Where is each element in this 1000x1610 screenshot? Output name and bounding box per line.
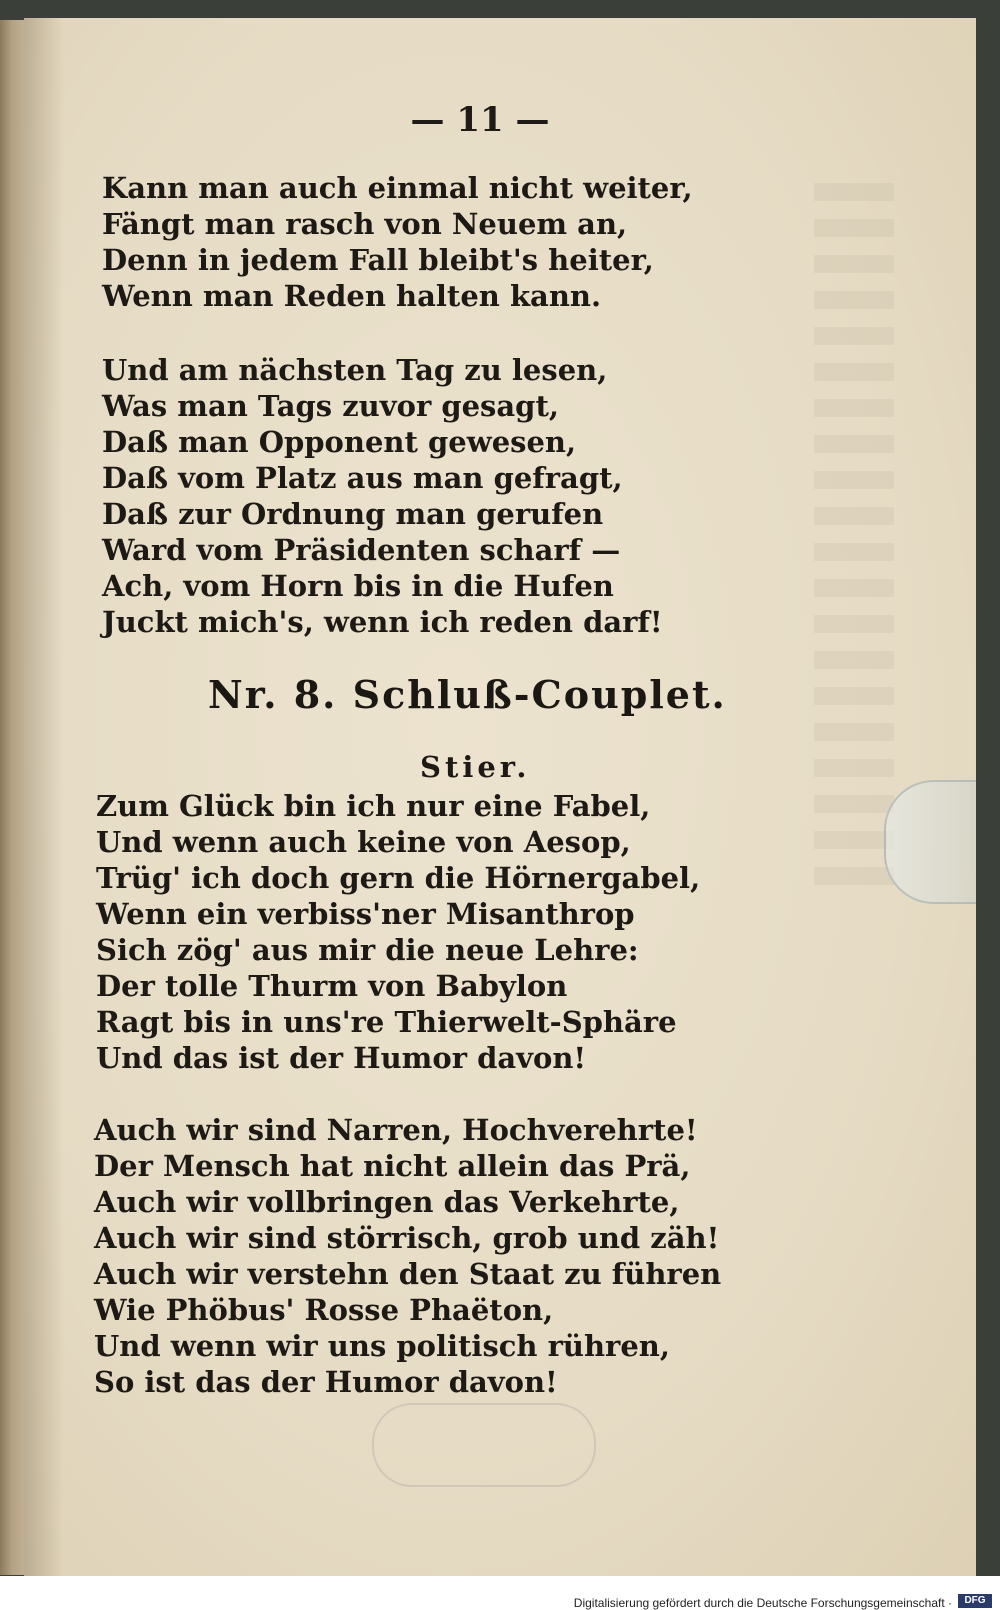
verse-line: Wie Phöbus' Rosse Phaëton, [94, 1293, 554, 1327]
verse-line: Ach, vom Horn bis in die Hufen [102, 569, 614, 603]
verse-line: Der tolle Thurm von Babylon [96, 969, 568, 1003]
verse-line: Und wenn auch keine von Aesop, [96, 825, 631, 859]
verse-line: Trüg' ich doch gern die Hörnergabel, [96, 861, 701, 895]
verse-line: Wenn man Reden halten kann. [102, 279, 602, 313]
verse-line: Und wenn wir uns politisch rühren, [94, 1329, 670, 1363]
verse-line: Und am nächsten Tag zu lesen, [102, 353, 608, 387]
verse-line: Daß vom Platz aus man gefragt, [102, 461, 623, 495]
verse-line: So ist das der Humor davon! [94, 1365, 558, 1399]
dfg-credit-text: Digitalisierung gefördert durch die Deutsche Forschungsgemeinschaft · [573, 1596, 952, 1610]
verse-line: Sich zög' aus mir die neue Lehre: [96, 933, 639, 967]
verse-line: Auch wir sind Narren, Hochverehrte! [94, 1113, 698, 1147]
verse-line: Auch wir sind störrisch, grob und zäh! [94, 1221, 720, 1255]
verse-line: Kann man auch einmal nicht weiter, [102, 171, 693, 205]
verse-line: Ward vom Präsidenten scharf — [102, 533, 621, 567]
verse-line: Was man Tags zuvor gesagt, [102, 389, 559, 423]
stanza-2 [102, 352, 802, 640]
speaker-name: Stier. [420, 750, 531, 784]
verse-line: Ragt bis in uns're Thierwelt-Sphäre [96, 1005, 677, 1039]
dfg-logo: DFG [958, 1594, 992, 1608]
section-heading: Nr. 8. Schluß-Couplet. [208, 672, 727, 717]
verse-line: Wenn ein verbiss'ner Misanthrop [96, 897, 635, 931]
verse-line: Auch wir vollbringen das Verkehrte, [94, 1185, 680, 1219]
page-holder-clip [884, 780, 976, 904]
library-stamp [372, 1403, 596, 1487]
verse-line: Und das ist der Humor davon! [96, 1041, 587, 1075]
binding-shadow [24, 18, 64, 1578]
stanza-3 [96, 788, 796, 1076]
verse-line: Daß zur Ordnung man gerufen [102, 497, 604, 531]
stanza-4 [94, 1112, 794, 1400]
verse-line: Denn in jedem Fall bleibt's heiter, [102, 243, 654, 277]
verse-line: Daß man Opponent gewesen, [102, 425, 577, 459]
verse-line: Auch wir verstehn den Staat zu führen [94, 1257, 722, 1291]
verse-line: Juckt mich's, wenn ich reden darf! [102, 605, 663, 639]
verse-line: Fängt man rasch von Neuem an, [102, 207, 628, 241]
stanza-1 [102, 170, 802, 314]
verse-line: Zum Glück bin ich nur eine Fabel, [96, 789, 651, 823]
verse-line: Der Mensch hat nicht allein das Prä, [94, 1149, 691, 1183]
show-through-texture [814, 183, 894, 903]
page-number: — 11 — [410, 100, 550, 140]
